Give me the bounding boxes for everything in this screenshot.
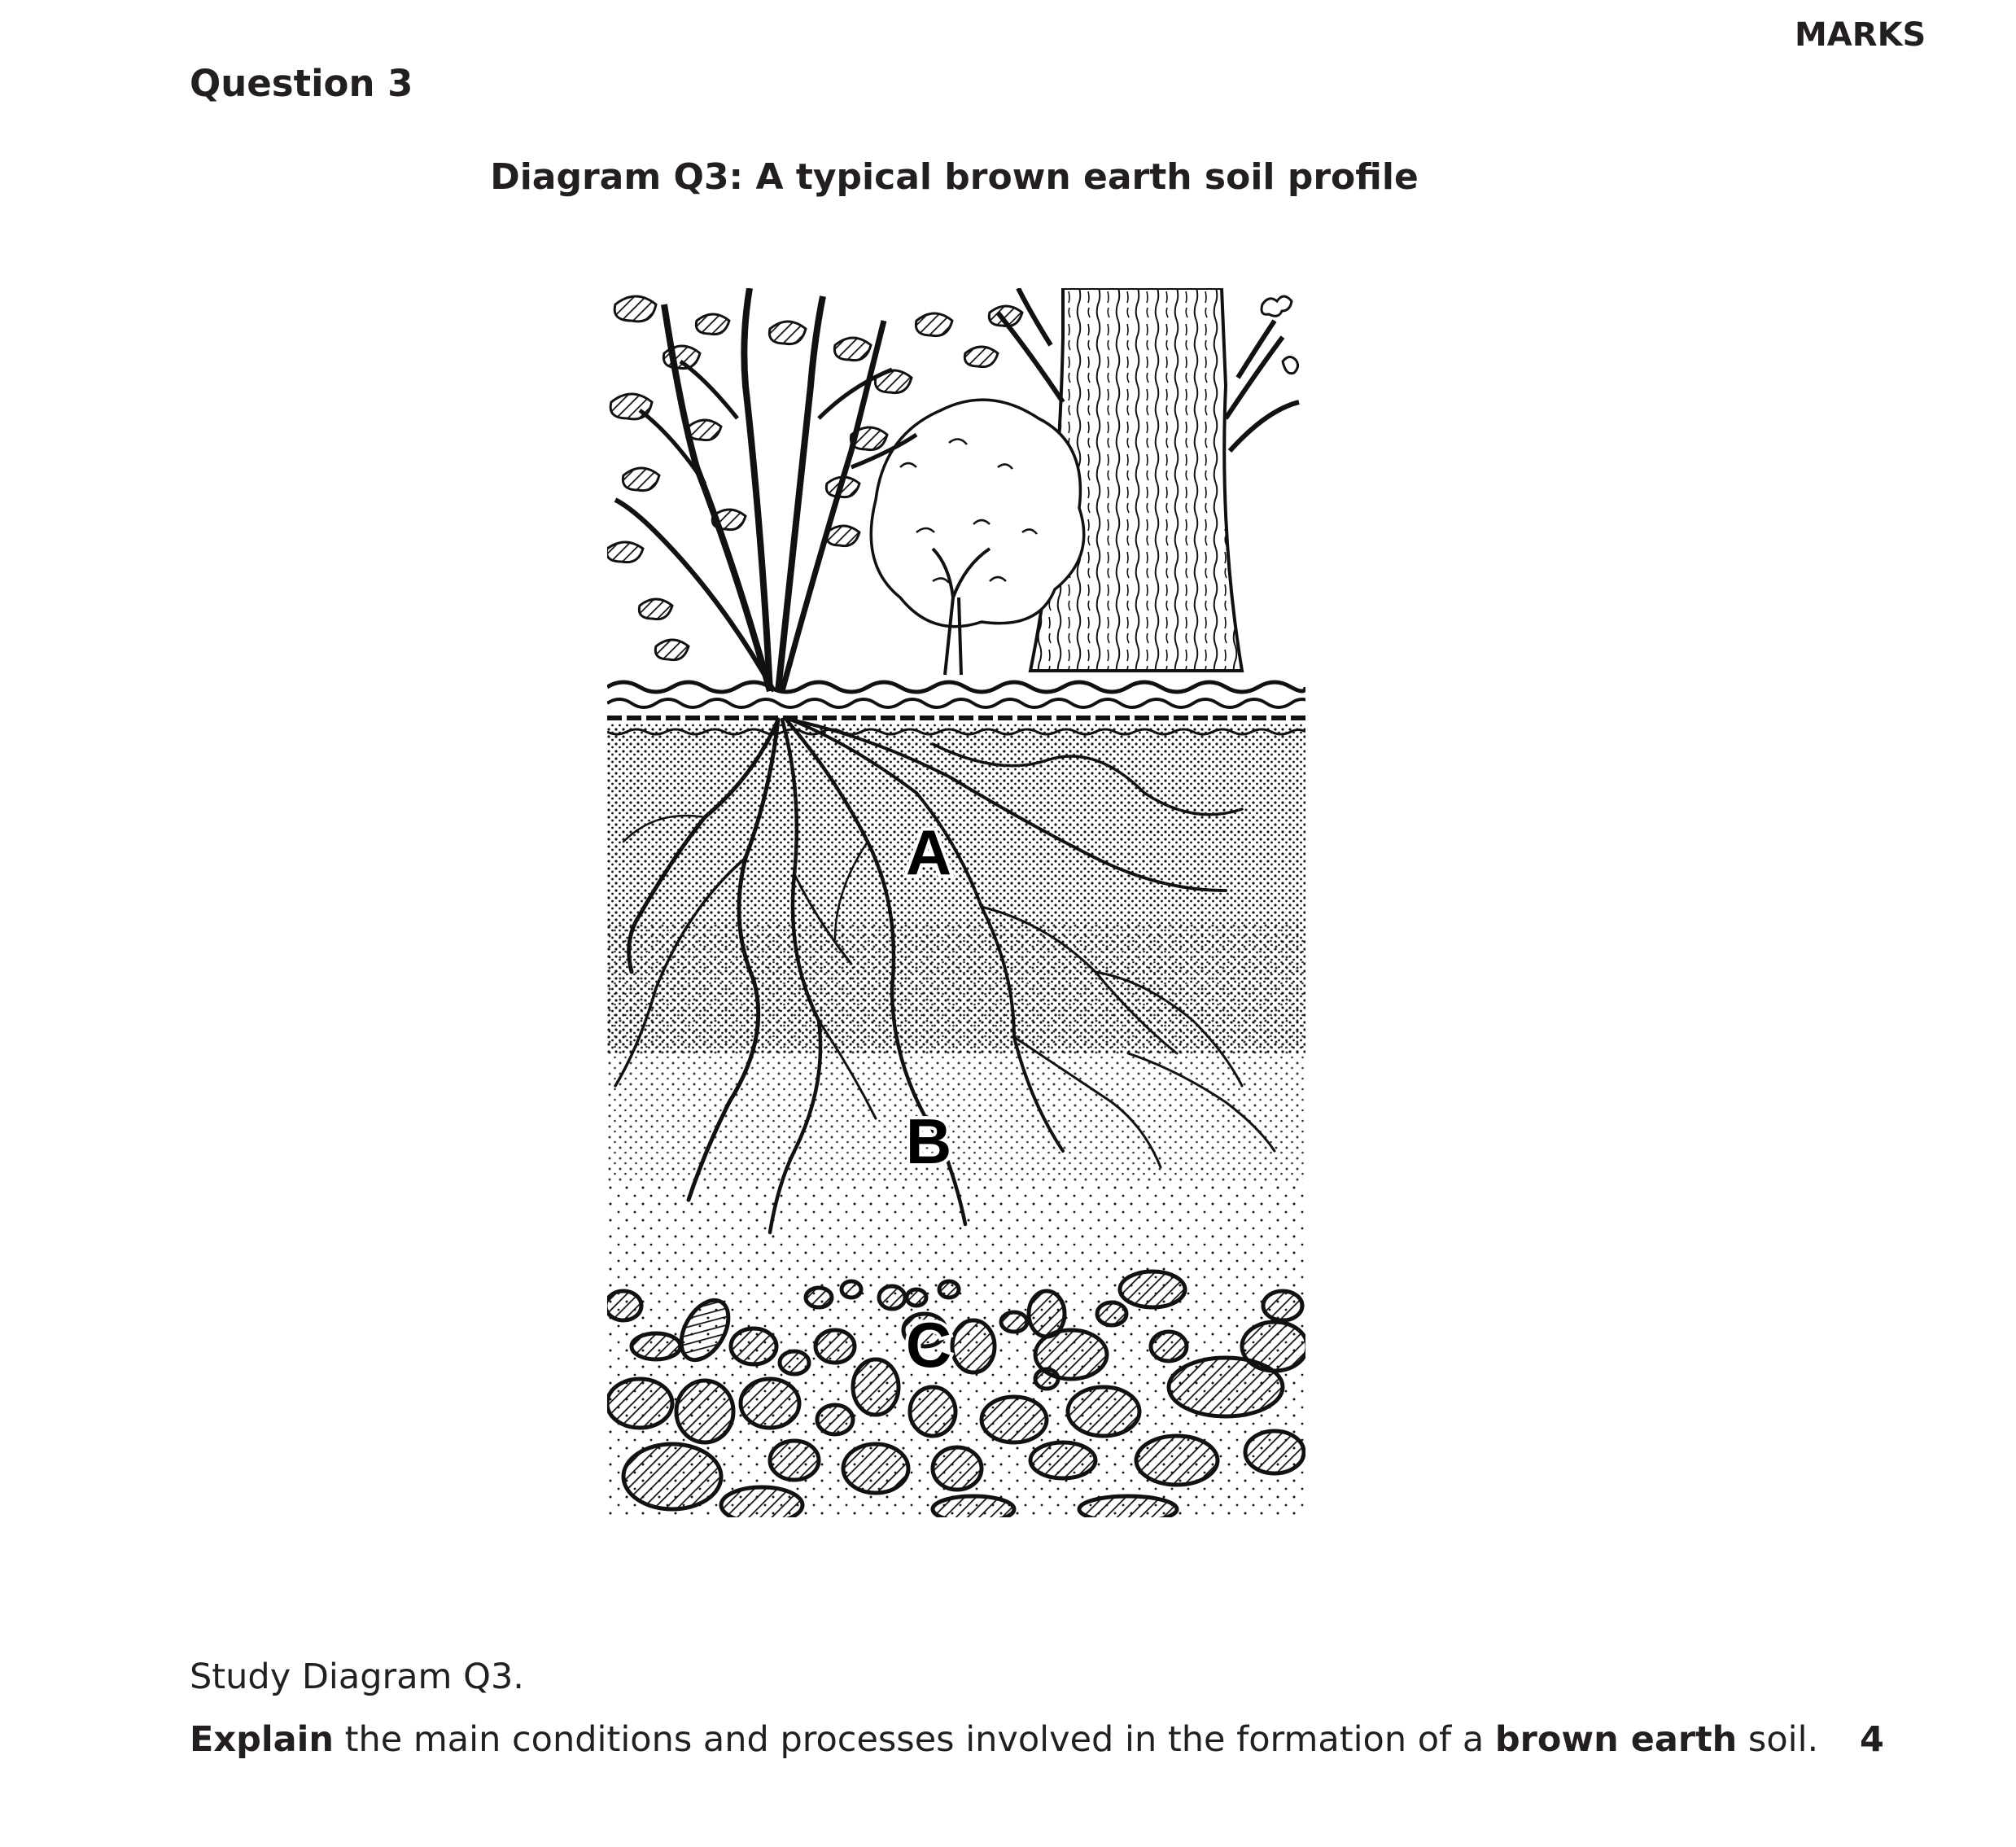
task-verb: Explain — [190, 1719, 334, 1760]
diagram-caption: Diagram Q3: A typical brown earth soil profile — [490, 156, 1419, 198]
question-title: Question 3 — [190, 62, 413, 105]
task-text-part1: the main conditions and processes involved in the formation of a — [334, 1719, 1495, 1760]
horizon-b-fill — [607, 923, 1305, 1184]
task-text-part2: soil. — [1737, 1719, 1819, 1760]
study-instruction: Study Diagram Q3. — [190, 1657, 524, 1697]
horizon-label-c: C — [905, 1309, 952, 1381]
horizon-label-b: B — [905, 1105, 952, 1177]
marks-column-header: MARKS — [1795, 16, 1926, 54]
task-emphasis: brown earth — [1494, 1719, 1738, 1760]
task-instruction — [190, 1719, 1818, 1760]
marks-value: 4 — [1860, 1719, 1884, 1760]
soil-profile-diagram — [607, 288, 1305, 1517]
horizon-label-a: A — [905, 816, 952, 888]
